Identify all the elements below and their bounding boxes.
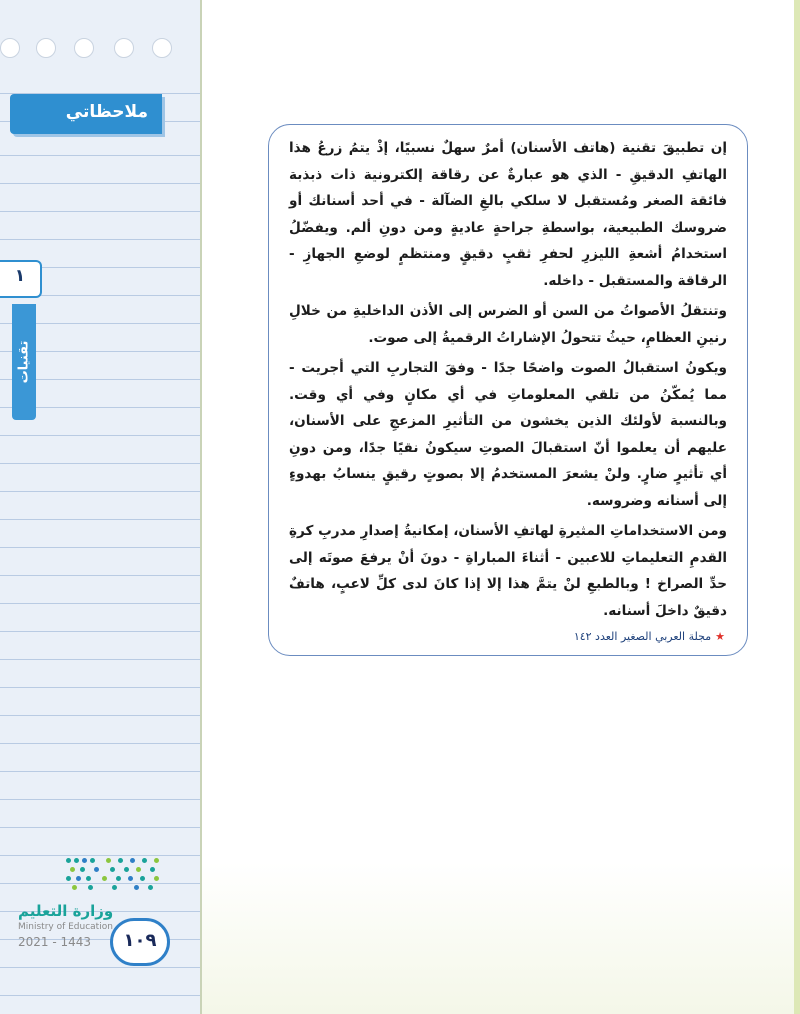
binder-holes — [0, 38, 200, 62]
article-paragraph: وتنتقلُ الأصواتُ من السن أو الضرس إلى الأذن الداخليةِ من خلالِ رنينِ العظامِ، حيثُ تتحولُ الإشاراتُ الرقميةُ إلى صوت. — [289, 303, 727, 346]
binder-hole-icon — [74, 38, 94, 58]
binder-hole-icon — [0, 38, 20, 58]
article-paragraph: ومن الاستخداماتِ المثيرةِ لهاتفِ الأسنان، إمكانيةُ إصدارِ مدربِ كرةِ القدمِ التعليماتِ للاعبين - أثناءَ المباراةِ - دونَ أنْ يرفعَ صوتَه إلى حدِّ الصراخ ! وبالطبعِ لنْ يتمَّ هذا إلا إذا كانَ لدى كلِّ لاعبٍ، هاتفٌ دقيقٌ داخلَ أسنانه. — [289, 523, 727, 619]
article-source — [574, 630, 725, 643]
my-notes-label: ملاحظاتي — [65, 102, 148, 122]
unit-number-tab — [0, 260, 42, 298]
ministry-logo-icon — [66, 858, 162, 894]
page-edge — [794, 0, 800, 1014]
ministry-name-ar: وزارة التعليم — [18, 902, 114, 920]
ministry-name-en: Ministry of Education — [18, 922, 113, 932]
ministry-year: 2021 - 1443 — [18, 935, 92, 949]
article-box — [268, 124, 748, 656]
my-notes-tab — [10, 94, 162, 134]
binder-hole-icon — [114, 38, 134, 58]
unit-label-tab — [12, 304, 36, 420]
unit-label: تقنيات — [16, 340, 32, 384]
page-number-badge — [110, 918, 170, 966]
binder-hole-icon — [36, 38, 56, 58]
article-text — [289, 135, 727, 628]
source-label: مجلة العربي الصغير العدد ١٤٢ — [573, 630, 712, 643]
notes-sidebar — [0, 0, 202, 1014]
page-number: ١٠٩ — [123, 930, 157, 951]
star-icon: ★ — [715, 630, 725, 643]
binder-hole-icon — [152, 38, 172, 58]
article-paragraph: ويكونُ استقبالُ الصوت واضحًا جدًا - وفقَ التجاربِ التي أجريت - مما يُمكّنُ من تلقي المعلوماتِ في أي مكانٍ وفي أي وقت. وبالنسبة لأولئك الذين يخشون من التأثيرِ المزعجِ على الأسنان، عليهم أن يعلموا أنّ استقبالَ الصوتِ سيكونُ نقيًا جدًا، ومن دونِ أي تأثيرٍ ضارٍ. ولنْ يشعرَ المستخدمُ إلا بصوتٍ رقيقٍ ينسابُ بهدوءٍ إلى أسنانه وضروسه. — [289, 360, 727, 509]
unit-number: ١ — [14, 266, 26, 286]
article-paragraph: إن تطبيقَ تقنية (هاتف الأسنان) أمرٌ سهلٌ نسبيًا، إذْ يتمُ زرعُ هذا الهاتفِ الدقيقِ - الذي هو عبارةٌ عن رقاقة إلكترونية ذات ذبذبة فائقة الصغر ومُستقبل لا سلكي بالغِ الضآلة - في أحد أسنانك أو ضروسك الطبيعية، بواسطةِ جراحةٍ عاديةٍ ومن دونِ ألم. ويفضّلُ استخدامُ أشعةِ الليزرِ لحفرِ ثقبٍ دقيقٍ ومنتظمٍ لوضعِ الجهازِ - الرقاقة والمستقبل - داخله. — [289, 140, 727, 289]
